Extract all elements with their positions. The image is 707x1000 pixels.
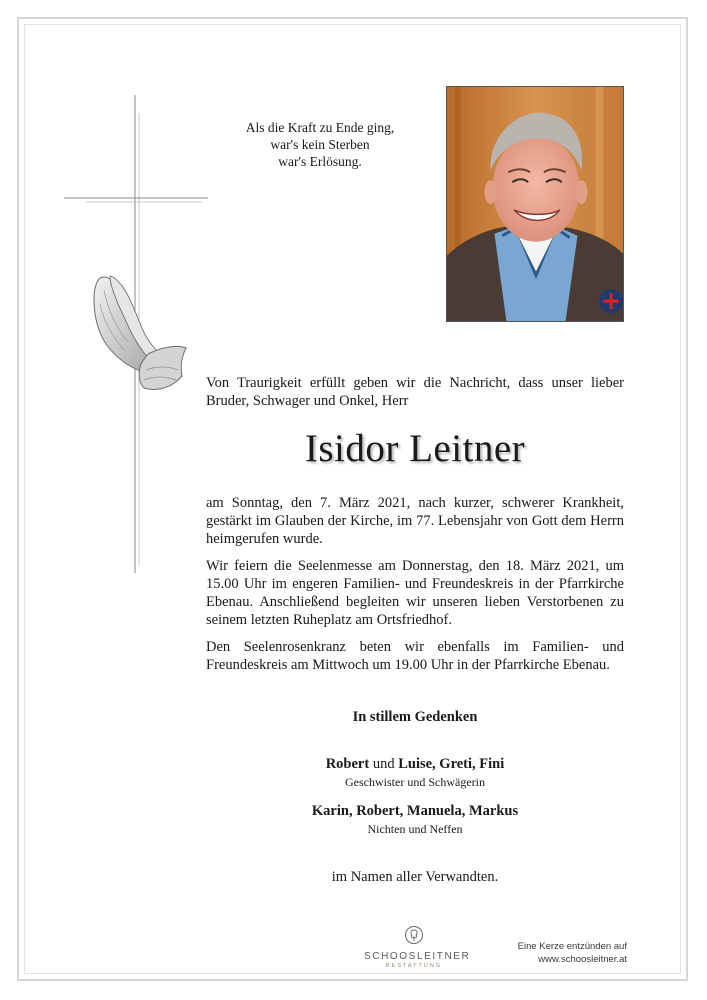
logo-subtitle: BESTATTUNG bbox=[385, 963, 443, 969]
deceased-name: Isidor Leitner bbox=[304, 427, 526, 470]
funeral-home-logo bbox=[364, 925, 471, 969]
logo-name: SCHOOSLEITNER bbox=[364, 951, 471, 962]
death-notice-paragraph: am Sonntag, den 7. März 2021, nach kurzer, schwerer Krankheit, gestärkt im Glauben der Kirche, im 77. Lebensjahr von Gott dem Herrn heimgerufen wurde. bbox=[206, 495, 624, 547]
candle-link[interactable]: www.schoosleitner.at bbox=[538, 954, 627, 965]
candle-text: Eine Kerze entzünden auf bbox=[517, 941, 627, 952]
candle-notice bbox=[518, 940, 627, 966]
mourner-names: Luise, Greti, Fini bbox=[398, 756, 505, 772]
remembrance-heading: In stillem Gedenken bbox=[352, 709, 478, 725]
mourner-name: Robert bbox=[325, 756, 370, 772]
closing-line: im Namen aller Verwandten. bbox=[331, 869, 499, 885]
praying-hands-icon bbox=[86, 270, 188, 398]
mourner-connector: und bbox=[372, 756, 395, 772]
quote-line: war's Erlösung. bbox=[278, 154, 362, 169]
memorial-quote bbox=[200, 119, 440, 170]
mourners-siblings-relation: Geschwister und Schwägerin bbox=[345, 775, 485, 789]
portrait-photo bbox=[446, 86, 624, 322]
rosary-paragraph: Den Seelenrosenkranz beten wir ebenfalls im Familien- und Freundeskreis am Mittwoch um 19.00 Uhr in der Pfarrkirche Ebenau. bbox=[206, 639, 624, 673]
quote-line: war's kein Sterben bbox=[270, 137, 370, 152]
mourners-nieces-nephews-relation: Nichten und Neffen bbox=[367, 822, 463, 836]
quote-line: Als die Kraft zu Ende ging, bbox=[245, 120, 395, 135]
mourners-siblings bbox=[206, 756, 624, 773]
intro-text: Von Traurigkeit erfüllt geben wir die Nachricht, dass unser lieber Bruder, Schwager und Onkel, Herr bbox=[206, 375, 624, 409]
rose-logo-icon bbox=[404, 925, 424, 945]
funeral-mass-paragraph: Wir feiern die Seelenmesse am Donnerstag, den 18. März 2021, um 15.00 Uhr im engeren Familien- und Freundeskreis in der Pfarrkirche Ebenau. Anschließend begleiten wir unseren lieben Verstorbenen zu seinem letzten Ruheplatz am Ortsfriedhof. bbox=[206, 558, 624, 628]
mourners-nieces-nephews: Karin, Robert, Manuela, Markus bbox=[311, 803, 519, 819]
